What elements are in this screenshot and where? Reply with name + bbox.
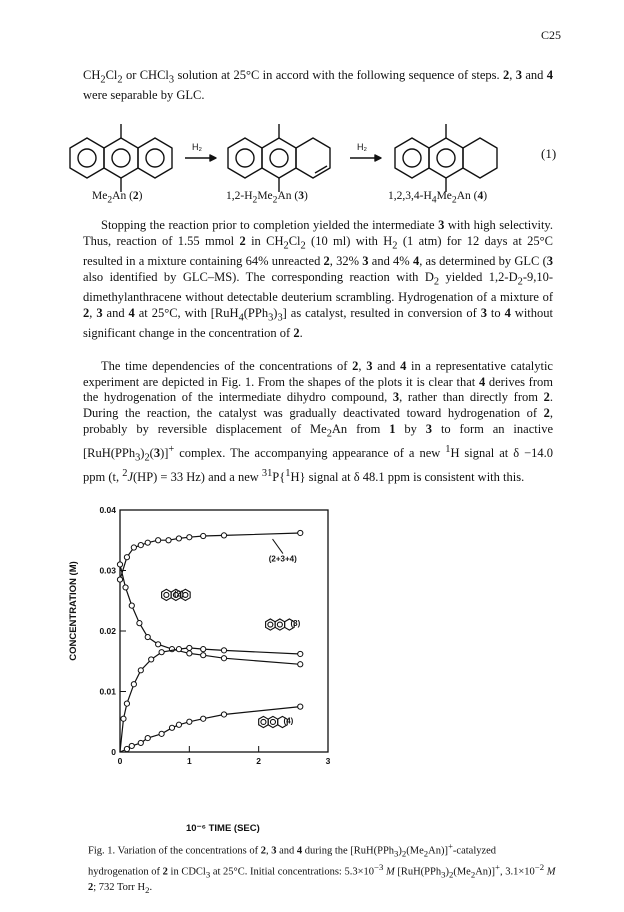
intro-paragraph: $CH_2Cl_2$ or CHCl$_3$ solution at 25°C in accord with the following sequence of steps. 2, 3 and 4 were separable by GLC. [83, 68, 553, 103]
data-point [298, 662, 303, 667]
data-point [124, 555, 129, 560]
x-tick-label: 0 [117, 756, 123, 766]
data-point [176, 647, 181, 652]
data-point [166, 538, 171, 543]
data-point [156, 538, 161, 543]
label-compound-3: $1,2-H_2Me_2An$ (3) [226, 190, 308, 206]
y-tick-label: 0.02 [99, 626, 116, 636]
data-point [117, 562, 122, 567]
data-point [298, 530, 303, 535]
data-point [176, 536, 181, 541]
label-pointer [273, 539, 283, 554]
chart-ylabel: CONCENTRATION (M) [68, 561, 79, 661]
data-point [137, 621, 142, 626]
data-point [145, 735, 150, 740]
data-point [221, 712, 226, 717]
x-tick-label: 2 [256, 756, 262, 766]
molecule-h2me2an [228, 124, 330, 192]
data-point [124, 746, 129, 751]
data-point [159, 731, 164, 736]
series-label: (3) [290, 619, 301, 629]
x-tick-label: 1 [186, 756, 192, 766]
data-point [131, 682, 136, 687]
data-point [156, 642, 161, 647]
label-compound-4: $1,2,3,4-H_4Me_2An$ (4) [388, 190, 488, 206]
chart-xlabel: 10⁻⁶ TIME (SEC) [186, 823, 260, 834]
data-point [169, 725, 174, 730]
y-tick-label: 0.04 [99, 505, 116, 515]
data-point [159, 650, 164, 655]
series-label: (2+3+4) [268, 554, 297, 564]
data-point [187, 535, 192, 540]
data-point [138, 740, 143, 745]
arrow2-label: H₂ [357, 142, 367, 152]
x-tick-label: 3 [325, 756, 331, 766]
data-point [129, 743, 134, 748]
molecule-me2an [70, 124, 172, 192]
data-point [121, 716, 126, 721]
y-tick-label: 0.01 [99, 686, 116, 697]
data-point [187, 719, 192, 724]
page-number: C25 [541, 28, 562, 42]
series-label: (4) [283, 716, 294, 726]
data-point [145, 634, 150, 639]
data-point [221, 648, 226, 653]
data-point [138, 542, 143, 547]
data-point [201, 653, 206, 658]
data-point [145, 540, 150, 545]
concentration-chart [50, 500, 340, 790]
data-point [176, 722, 181, 727]
series-line-3 [120, 707, 300, 752]
arrow1-label: H₂ [192, 142, 202, 152]
data-point [123, 585, 128, 590]
data-point [201, 716, 206, 721]
data-point [298, 704, 303, 709]
data-point [117, 577, 122, 582]
data-point [201, 647, 206, 652]
y-tick-label: 0 [111, 747, 116, 757]
molecule-h4me2an [395, 124, 497, 192]
data-point [201, 533, 206, 538]
data-point [138, 668, 143, 673]
data-point [129, 603, 134, 608]
data-point [298, 651, 303, 656]
data-point [131, 545, 136, 550]
data-point [187, 651, 192, 656]
data-point [221, 533, 226, 538]
body-paragraph-1: Stopping the reaction prior to completion yielded the intermediate 3 with high selectivity. Thus, reaction of 1.55 mmol 2 in $CH_2Cl_2$ (10 ml) with $H_2$ (1 atm) for 12 days at 25°C resulted in a mixture containing 64% unreacted 2, 32% 3 and 4% 4, as determined by GLC (3 also identified by GLC–MS). The corresponding reaction with $D_2$ yielded $1,2-D_2-9,10$-dimethylanthracene without detectable deuterium scrambling. Hydrogenation of a mixture of 2, 3 and 4 at 25°C, with $[RuH_4(PPh_3)_3]$ as catalyst, resulted in conversion of 3 to 4 without significant change in the concentration of 2. [83, 218, 554, 340]
label-compound-2: $Me_2An$ (2) [92, 190, 143, 206]
body-paragraph-2: The time dependencies of the concentrations of 2, 3 and 4 in a representative catalytic experiment are depicted in Fig. 1. From the shapes of the plots it is clear that 4 derives from the hydrogenation of the intermediate dihydro compound, 3, rather than directly from 2. During the reaction, the catalyst was gradually deactivated toward hydrogenation of 2, probably by reversible displacement of $Me_2An$ from 1 by 3 to form an inactive $[RuH(PPh_3)_2(3)]^+$ complex. The accompanying appearance of a new $^1$H signal at δ −14.0 ppm (t, $^2$J(HP) = 33 Hz) and a new $^{31}$P{$^1$H} signal at δ 48.1 ppm is consistent with this. [83, 359, 553, 485]
series-label: (2) [174, 589, 184, 599]
figure-caption: Fig. 1. Variation of the concentrations of 2, 3 and 4 during the $[RuH(PPh_3)_2(Me_2An)]^+$-catalyzed hydrogenation of 2 in CDCl$_3$ at 25°C. Initial concentrations: $5.3\times 10^{-3}$ M $[RuH(PPh_3)_2(Me_2An)]^+$, $3.1\times 10^{-2}$ M 2; 732 Torr $H_2$. [88, 841, 556, 896]
data-point [149, 657, 154, 662]
y-tick-label: 0.03 [99, 565, 116, 576]
data-point [187, 645, 192, 650]
equation-number: (1) [541, 146, 557, 161]
data-point [221, 656, 226, 661]
data-point [124, 701, 129, 706]
